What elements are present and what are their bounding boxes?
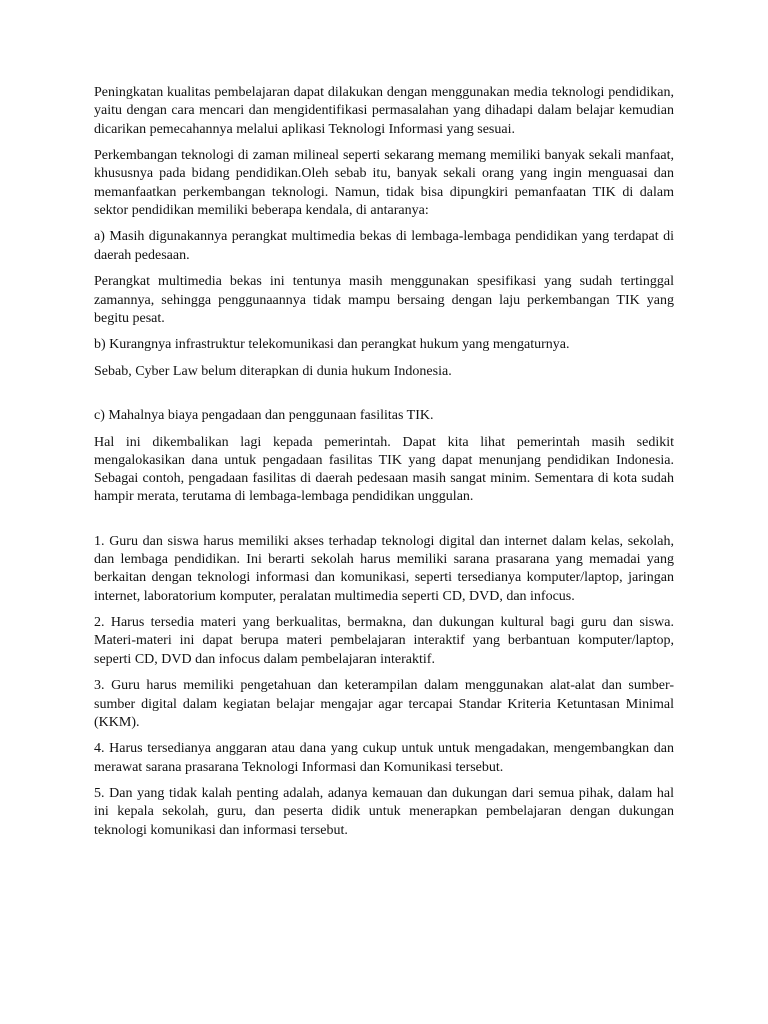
list-item-2: 2. Harus tersedia materi yang berkualitas, bermakna, dan dukungan kultural bagi guru dan siswa. Materi-materi ini dapat berupa materi pembelajaran interaktif yang berbantuan komputer/laptop, seperti CD, DVD dan infocus dalam pembelajaran interaktif.: [94, 615, 674, 667]
paragraph-point-b: b) Kurangnya infrastruktur telekomunikasi dan perangkat hukum yang mengaturnya.: [94, 337, 570, 353]
paragraph-point-a-detail: Perangkat multimedia bekas ini tentunya masih menggunakan spesifikasi yang sudah tertinggal zamannya, sehingga penggunaannya tidak mampu bersaing dengan laju perkembangan TIK yang begitu pesat.: [94, 274, 674, 326]
paragraph-point-c-detail: Hal ini dikembalikan lagi kepada pemerintah. Dapat kita lihat pemerintah masih sedikit mengalokasikan dana untuk pengadaan fasilitas TIK yang dapat menunjang pendidikan Indonesia. Sebagai contoh, pengadaan fasilitas di daerah pedesaan masih sangat minim. Sementara di kota sudah hampir merata, terutama di lembaga-lembaga pendidikan unggulan.: [94, 434, 674, 505]
paragraph-intro: Peningkatan kualitas pembelajaran dapat dilakukan dengan menggunakan media teknologi pendidikan, yaitu dengan cara mencari dan mengidentifikasi permasalahan yang dihadapi dalam belajar kemudian dicarikan pemecahannya melalui aplikasi Teknologi Informasi yang sesuai.: [94, 85, 674, 137]
list-item-1: 1. Guru dan siswa harus memiliki akses terhadap teknologi digital dan internet dalam kelas, sekolah, dan lembaga pendidikan. Ini berarti sekolah harus memiliki sarana prasarana yang memadai yang berkaitan dengan teknologi informasi dan komunikasi, seperti tersedianya komputer/laptop, jaringan internet, laboratorium komputer, peralatan multimedia seperti CD, DVD, dan infocus.: [94, 533, 674, 604]
paragraph-point-b-detail: Sebab, Cyber Law belum diterapkan di dunia hukum Indonesia.: [94, 363, 452, 379]
list-item-3: 3. Guru harus memiliki pengetahuan dan keterampilan dalam menggunakan alat-alat dan sumber-sumber digital dalam kegiatan belajar mengajar agar tercapai Standar Kriteria Ketuntasan Minimal (KKM).: [94, 678, 674, 730]
paragraph-development: Perkembangan teknologi di zaman milineal seperti sekarang memang memiliki banyak sekali manfaat, khususnya pada bidang pendidikan.Oleh sebab itu, banyak sekali orang yang ingin menguasai dan memanfaatkan perkembangan teknologi. Namun, tidak bisa dipungkiri pemanfaatan TIK di dalam sektor pendidikan memiliki beberapa kendala, di antaranya:: [94, 148, 674, 218]
list-item-5: 5. Dan yang tidak kalah penting adalah, adanya kemauan dan dukungan dari semua pihak, dalam hal ini kepala sekolah, guru, dan peserta didik untuk menerapkan pembelajaran dengan dukungan teknologi komunikasi dan informasi tersebut.: [94, 786, 674, 838]
list-item-4: 4. Harus tersedianya anggaran atau dana yang cukup untuk untuk mengadakan, mengembangkan dan merawat sarana prasarana Teknologi Informasi dan Komunikasi tersebut.: [94, 741, 674, 775]
paragraph-point-a: a) Masih digunakannya perangkat multimedia bekas di lembaga-lembaga pendidikan yang terdapat di daerah pedesaan.: [94, 229, 674, 263]
document-page: [94, 84, 674, 848]
paragraph-point-c: c) Mahalnya biaya pengadaan dan penggunaan fasilitas TIK.: [94, 408, 434, 424]
